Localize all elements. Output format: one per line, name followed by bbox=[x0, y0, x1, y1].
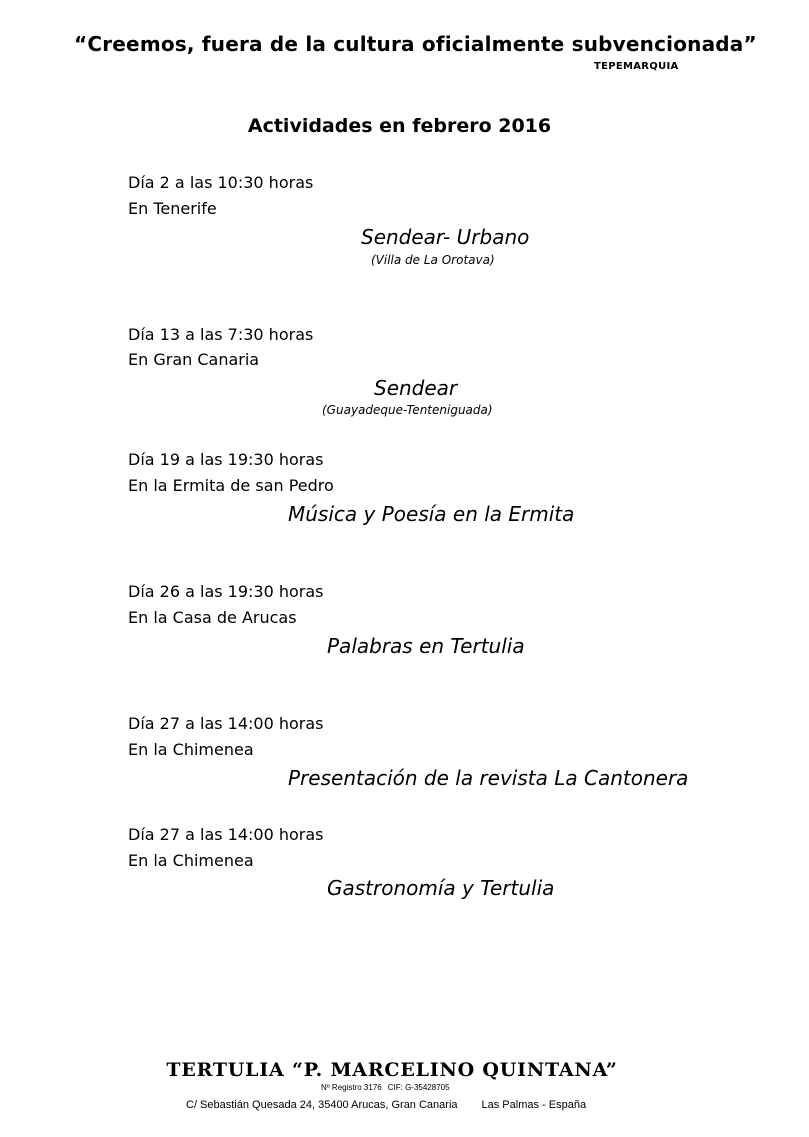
event-4-title: Palabras en Tertulia bbox=[327, 634, 525, 658]
page-title: Actividades en febrero 2016 bbox=[247, 115, 552, 137]
event-1-when: Día 2 a las 10:30 horas bbox=[128, 173, 314, 192]
event-2-place: (Guayadeque-Tenteniguada) bbox=[322, 403, 493, 417]
event-2-where: En Gran Canaria bbox=[128, 350, 260, 369]
region: Las Palmas - España bbox=[481, 1099, 587, 1111]
registry-line bbox=[321, 1083, 456, 1092]
event-3-when: Día 19 a las 19:30 horas bbox=[128, 450, 324, 469]
street-address: C/ Sebastián Quesada 24, 35400 Arucas, Gran Canaria bbox=[186, 1099, 458, 1111]
event-6-title: Gastronomía y Tertulia bbox=[327, 876, 555, 900]
event-4-when: Día 26 a las 19:30 horas bbox=[128, 582, 324, 601]
event-1-place: (Villa de La Orotava) bbox=[371, 253, 495, 267]
registry-number: Nº Registro 3176 bbox=[321, 1083, 382, 1092]
event-6-where: En la Chimenea bbox=[128, 851, 254, 870]
event-4-where: En la Casa de Arucas bbox=[128, 608, 297, 627]
event-3-where: En la Ermita de san Pedro bbox=[128, 476, 334, 495]
event-6-when: Día 27 a las 14:00 horas bbox=[128, 825, 324, 844]
header-tag: TEPEMARQUIA bbox=[594, 61, 679, 72]
event-5-title: Presentación de la revista La Cantonera bbox=[288, 766, 689, 790]
organization-name: TERTULIA “P. MARCELINO QUINTANA” bbox=[166, 1059, 618, 1081]
event-1-where: En Tenerife bbox=[128, 199, 217, 218]
event-5-where: En la Chimenea bbox=[128, 740, 254, 759]
header-quote: “Creemos, fuera de la cultura oficialmente subvencionada” bbox=[74, 32, 757, 56]
event-2-title: Sendear bbox=[374, 376, 458, 400]
event-1-title: Sendear- Urbano bbox=[361, 225, 530, 249]
event-5-when: Día 27 a las 14:00 horas bbox=[128, 714, 324, 733]
cif-number: CIF: G-35428705 bbox=[387, 1083, 450, 1092]
address-line bbox=[186, 1099, 586, 1111]
event-3-title: Música y Poesía en la Ermita bbox=[288, 502, 575, 526]
event-2-when: Día 13 a las 7:30 horas bbox=[128, 325, 314, 344]
